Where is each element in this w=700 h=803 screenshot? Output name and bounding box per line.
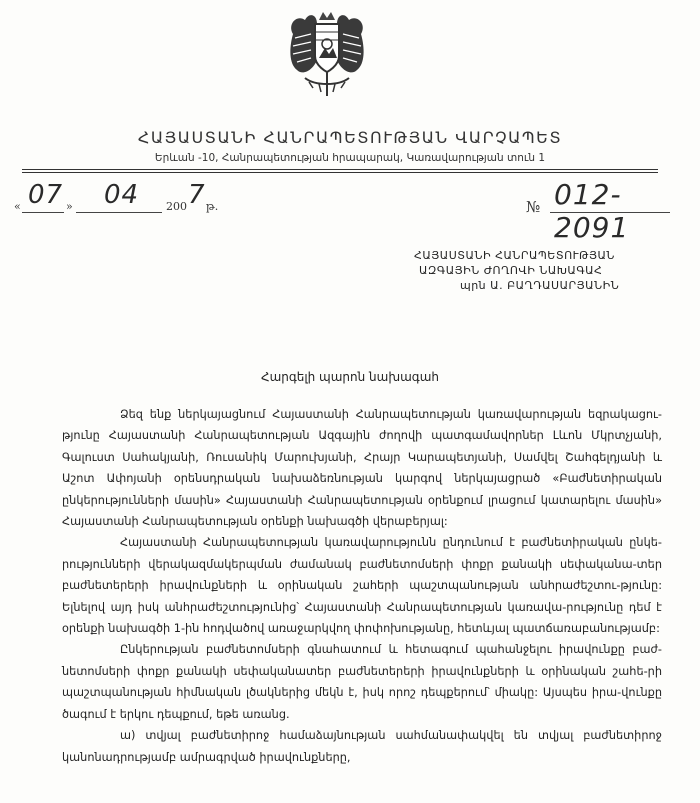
addressee-block <box>414 248 694 293</box>
date-open-quote: « <box>14 200 21 213</box>
date-number-row <box>14 178 674 244</box>
date-suffix: թ. <box>206 200 219 213</box>
date-month: 04 <box>104 180 140 210</box>
salutation: Հարգելի պարոն նախագահ <box>260 370 439 384</box>
header-divider-second <box>22 172 658 173</box>
paragraph-2: Հայաստանի Հանրապետության կառավարությունն ընդունում է բաժնետիրական ընկե-րությունների վերակազմակերպման ժամանակ բաժնետոմսերի փոքր քանակի սեփականա-տեր բաժնետերերի իրավունքների և օրինական շահերի պաշտպանության անհրաժեշտու-թյունը: Ելնելով այդ իսկ անհրաժեշտությունից՝ Հայաստանի Հանրապետության կառավա-րությունը դեմ է օրենքի նախագծի 1-ին հոդվածով առաջարկվող փոփոխությանը, հետևյալ պատճառաբանությամբ: <box>62 536 662 636</box>
date-year-digit: 7 <box>188 180 206 210</box>
addressee-line-2: ԱԶԳԱՅԻՆ ԺՈՂՈՎԻ ՆԱԽԱԳԱՀ <box>419 264 603 277</box>
date-year-prefix: 200 <box>166 200 187 213</box>
government-title: ՀԱՅԱՍՏԱՆԻ ՀԱՆՐԱՊԵՏՈՒԹՅԱՆ ՎԱՐՉԱՊԵՏ <box>137 128 563 147</box>
number-underline <box>550 212 670 213</box>
addressee-line-3: պրն Ա. ԲԱՂԴԱՍԱՐՅԱՆԻՆ <box>460 279 620 292</box>
paragraph-3: Ընկերության բաժնետոմսերի գնահատում և հետագում պահանջելու իրավունքը բաժ-նետոմսերի փոքր քանակի սեփականատեր բաժնետերերի իրավունքների և օրինական շահե-րի պաշտպանության հիմնական լծակներից մեկն է, իսկ որոշ դեպքերում՝ միակը: Այսպես իրա-վունքը ծագում է երկու դեպքում, եթե առանց. <box>62 643 662 721</box>
government-address: Երևան -10, Հանրապետության հրապարակ, Կառավարության տուն 1 <box>154 152 546 164</box>
armenia-coat-of-arms-icon <box>279 4 375 100</box>
date-day-underline <box>22 212 64 213</box>
addressee-line-1: ՀԱՅԱՍՏԱՆԻ ՀԱՆՐԱՊԵՏՈՒԹՅԱՆ <box>414 249 615 262</box>
letter-body <box>62 404 662 768</box>
date-day: 07 <box>28 180 64 210</box>
date-month-underline <box>76 212 162 213</box>
number-label: № <box>526 198 541 216</box>
date-close-quote: » <box>66 200 73 213</box>
document-number: 012-2091 <box>554 178 630 244</box>
header-divider <box>22 169 658 170</box>
paragraph-item-a: ա) տվյալ բաժնետիրոջ համաձայնության սահմանափակվել են տվյալ բաժնետիրոջ կանոնադրությամբ ամրագրված իրավունքները, <box>62 729 662 764</box>
paragraph-1: Ձեզ ենք ներկայացնում Հայաստանի Հանրապետության կառավարության եզրակացու-թյունը Հայաստանի Հանրապետության Ազգային ժողովի պատգամավորներ Լևոն Մկրտչյանի, Գալուստ Սահակյանի, Ռուսանիկ Մարուխյանի, Հրայր Կարապետյանի, Սամվել Շահգելդյանի և Աշոտ Ափոյանի օրենսդրական նախաձեռնության կարգով ներկայացրած «Բաժնետիրական ընկերությունների մասին» Հայաստանի Հանրապետության օրենքում լրացում կատարելու մասին» Հայաստանի Հանրապետության օրենքի նախագծի վերաբերյալ: <box>62 408 662 529</box>
